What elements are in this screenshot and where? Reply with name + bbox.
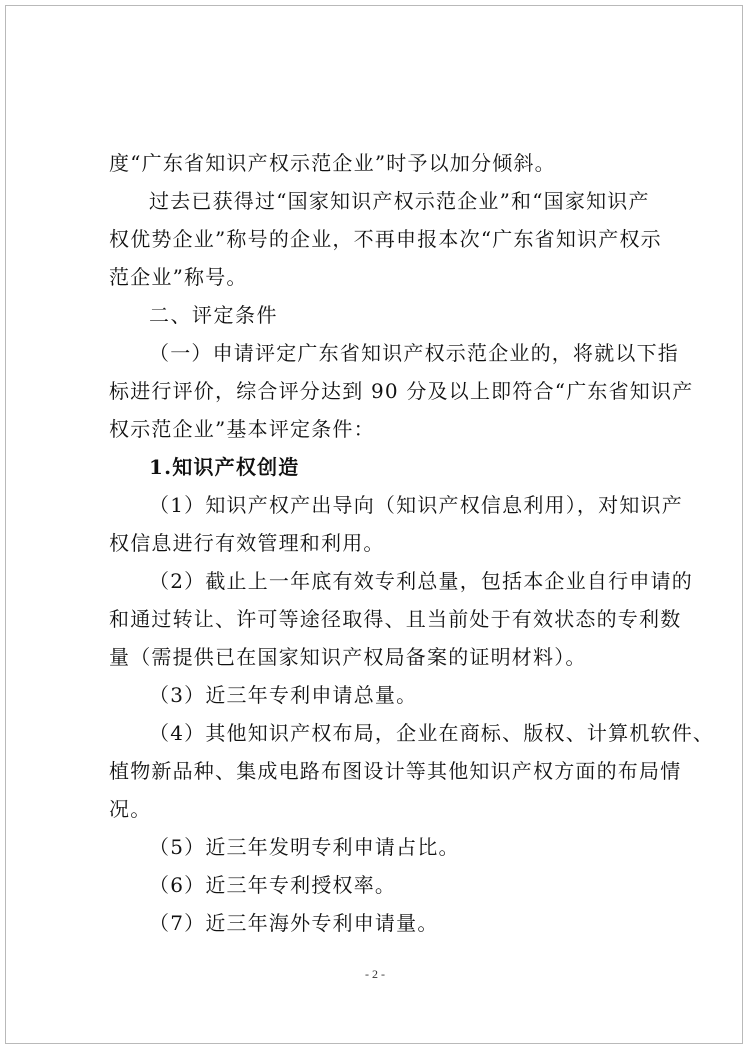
paragraph-line: （6）近三年专利授权率。 <box>149 873 397 897</box>
paragraph-line: 量（需提供已在国家知识产权局备案的证明材料）。 <box>109 645 587 669</box>
section-heading: 二、评定条件 <box>149 303 278 327</box>
page-number: - 2 - <box>365 967 385 981</box>
paragraph-line: （一）申请评定广东省知识产权示范企业的，将就以下指 <box>149 341 679 365</box>
paragraph-line: （2）截止上一年底有效专利总量，包括本企业自行申请的 <box>149 569 693 593</box>
paragraph-line: 况。 <box>109 797 152 821</box>
paragraph-line: （1）知识产权产出导向（知识产权信息利用），对知识产 <box>149 493 683 517</box>
paragraph-line: 植物新品种、集成电路布图设计等其他知识产权方面的布局情 <box>109 759 682 783</box>
paragraph-line: （4）其他知识产权布局，企业在商标、版权、计算机软件、 <box>149 721 715 745</box>
paragraph-line: （5）近三年发明专利申请占比。 <box>149 835 460 859</box>
paragraph-line: 范企业”称号。 <box>109 265 248 289</box>
paragraph-line: 和通过转让、许可等途径取得、且当前处于有效状态的专利数 <box>109 607 682 631</box>
paragraph-line: （3）近三年专利申请总量。 <box>149 683 418 707</box>
paragraph-line: 过去已获得过“国家知识产权示范企业”和“国家知识产 <box>149 189 650 213</box>
paragraph-line: 权信息进行有效管理和利用。 <box>109 531 385 555</box>
subsection-heading: 1.知识产权创造 <box>149 455 300 479</box>
paragraph-line: （7）近三年海外专利申请量。 <box>149 911 439 935</box>
paragraph-line: 权优势企业”称号的企业，不再申报本次“广东省知识产权示 <box>109 227 662 251</box>
paragraph-line: 标进行评价，综合评分达到 90 分及以上即符合“广东省知识产 <box>109 379 694 403</box>
paragraph-line: 权示范企业”基本评定条件： <box>109 417 375 441</box>
paragraph-line: 度“广东省知识产权示范企业”时予以加分倾斜。 <box>109 151 556 175</box>
